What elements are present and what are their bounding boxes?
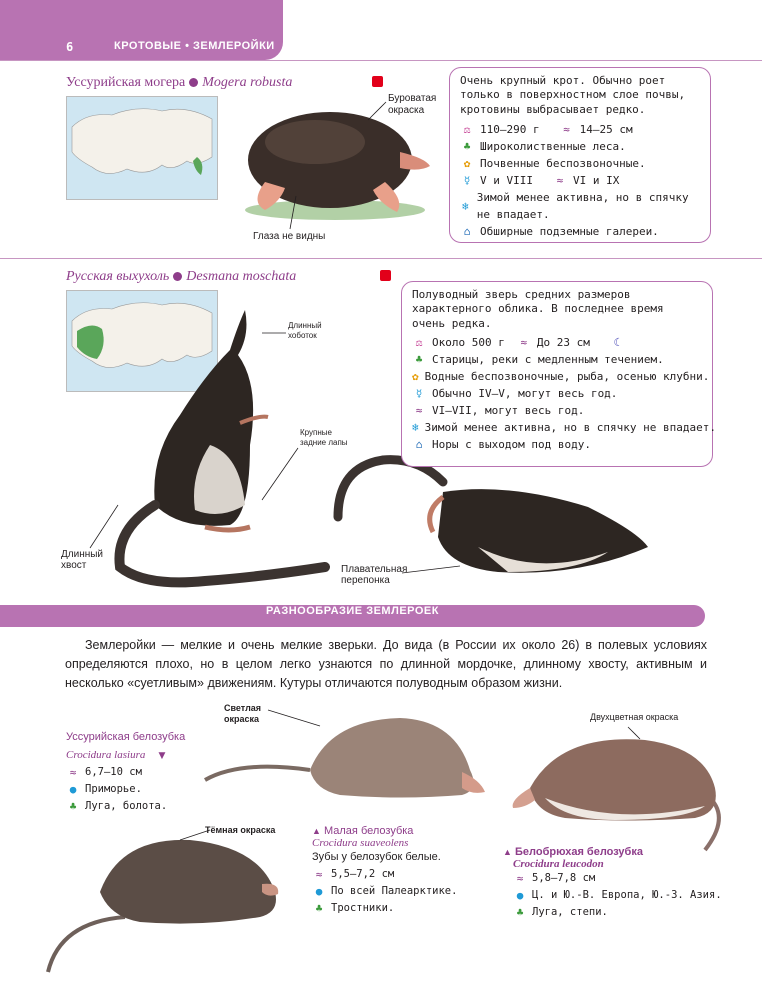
lesser-length: 5,5–7,2 см [331, 868, 395, 880]
desman-food: Водные беспозвоночные, рыба, осенью клубни. [424, 369, 710, 383]
label-mole-eyes: Глаза не видны [253, 231, 326, 242]
animal-length-icon: ≈ [563, 122, 570, 136]
bicolor-habitat: Луга, степи. [532, 906, 608, 918]
burrow-icon: ⌂ [415, 438, 423, 452]
desman-name-lat: Desmana moschata [186, 269, 297, 284]
label-lesser-color: Тёмная окраска [205, 825, 276, 835]
pin-icon: ● [516, 889, 524, 902]
mole-weight: 110–290 г [480, 122, 540, 136]
snowflake-icon: ❄ [412, 421, 419, 435]
mole-home: Обширные подземные галереи. [480, 225, 659, 239]
mole-winter: Зимой менее активна, но в спячку не впадает. [476, 191, 689, 222]
food-icon: ✿ [463, 156, 471, 170]
ussuri-length: 6,7–10 см [85, 766, 142, 778]
bicolor-name-lat: Crocidura leucodon [513, 858, 604, 870]
ussuri-range: Приморье. [85, 783, 142, 795]
ussuri-name-ru: Уссурийская белозубка [66, 731, 186, 743]
grass-icon: ♣ [415, 352, 423, 366]
lesser-shrew-block [312, 825, 457, 917]
desman-weight: Около 500 г [432, 335, 505, 349]
label-desman-snout: Длинный хоботок [288, 321, 322, 340]
lesser-habitat: Тростники. [331, 902, 395, 914]
bicolor-leader-line [0, 715, 762, 745]
section-band-title: РАЗНООБРАЗИЕ ЗЕМЛЕРОЕК [266, 605, 439, 617]
mole-name-ru: Уссурийская могера [66, 75, 186, 90]
bicolor-length: 5,8–7,8 см [532, 872, 596, 884]
page-number: 6 [66, 40, 74, 54]
grass-icon: ♣ [463, 139, 471, 153]
grass-icon: ♣ [315, 902, 323, 915]
animal-length-icon: ≈ [315, 868, 323, 881]
lesser-name-lat: Crocidura suaveolens [312, 837, 409, 849]
pin-icon: ● [69, 783, 77, 796]
lesser-note: Зубы у белозубок белые. [312, 851, 441, 863]
molt-icon: ≈ [556, 174, 564, 188]
mole-habitat: Широколиственные леса. [480, 139, 626, 153]
desman-intro: Полуводный зверь средних размеров характерного облика. В последнее время очень редка. [412, 288, 664, 330]
label-desman-feet: Крупные задние лапы [300, 428, 348, 447]
animal-length-icon: ≈ [516, 872, 524, 885]
desman-info-box [401, 281, 717, 467]
snowflake-icon: ❄ [462, 199, 469, 213]
food-icon: ✿ [412, 369, 419, 383]
weight-icon: ⚖ [463, 122, 471, 136]
bicolor-range: Ц. и Ю.-В. Европа, Ю.-З. Азия. [532, 889, 722, 901]
animal-length-icon: ≈ [520, 335, 528, 349]
bicolor-name-ru: Белобрюхая белозубка [514, 846, 643, 858]
lesser-name-ru: Малая белозубка [323, 825, 414, 837]
declining-triangle-icon: ▼ [158, 751, 166, 761]
triangle-icon: ▲ [503, 847, 512, 857]
desman-molt: VI–VII, могут весь год. [432, 404, 585, 418]
mole-breeding: V и VIII [480, 174, 533, 188]
desman-winter: Зимой менее активна, но в спячку не впадает. [424, 421, 717, 435]
label-desman-tail: Длинный хвост [61, 549, 104, 571]
mole-length: 14–25 см [579, 122, 633, 136]
ussuri-habitat: Луга, болота. [85, 800, 168, 812]
mole-food: Почвенные беспозвоночные. [480, 156, 646, 170]
desman-breeding: Обычно IV–V, могут весь год. [432, 387, 618, 401]
weight-icon: ⚖ [415, 335, 423, 349]
lesser-range: По всей Палеарктике. [331, 885, 458, 897]
desman-length: До 23 см [536, 335, 590, 349]
mole-molt: VI и IX [572, 174, 620, 188]
mole-name-lat: Mogera robusta [202, 75, 293, 90]
grass-icon: ♣ [69, 800, 77, 813]
triangle-icon: ▲ [312, 826, 321, 836]
bicolor-shrew-illustration [505, 728, 740, 853]
breeding-icon: ☿ [463, 174, 471, 188]
moon-icon: ☾ [613, 335, 621, 349]
desman-name-ru: Русская выхухоль [66, 269, 170, 284]
bicolor-shrew-block [503, 846, 722, 921]
animal-length-icon: ≈ [69, 766, 77, 779]
ussuri-name-lat: Crocidura lasiura [66, 749, 146, 761]
label-desman-web: Плавательная перепонка [341, 564, 408, 586]
label-mole-color: Буроватая окраска [388, 93, 437, 116]
burrow-icon: ⌂ [463, 225, 471, 239]
breeding-icon: ☿ [415, 387, 423, 401]
label-ussuri-color: Светлая окраска [224, 703, 262, 724]
mole-intro: Очень крупный крот. Обычно роет только в поверхностном слое почвы, кротовины выбрасывает редко. [460, 74, 686, 116]
molt-icon: ≈ [415, 404, 423, 418]
label-bicolor-color: Двухцветная окраска [590, 712, 679, 722]
grass-icon: ♣ [516, 906, 524, 919]
pin-icon: ● [315, 885, 323, 898]
desman-habitat: Старицы, реки с медленным течением. [432, 352, 664, 366]
section-title: КРОТОВЫЕ • ЗЕМЛЕРОЙКИ [114, 40, 275, 52]
desman-home: Норы с выходом под воду. [432, 438, 591, 452]
shrews-intro: Землеройки — мелкие и очень мелкие зверьки. До вида (в России их около 26) в полевых условиях определяются плохо, но в целом легко узнаются по длинной мордочке, длинному хвосту, активным и несколько «суетливым» движениям. Кутуры отличаются полуводным образом жизни. [65, 638, 707, 690]
